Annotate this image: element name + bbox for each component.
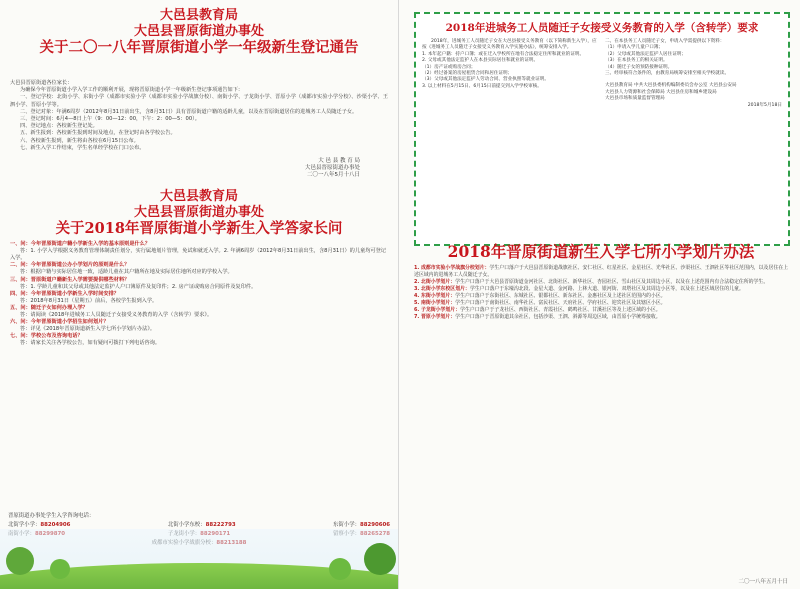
box-body xyxy=(416,35,788,113)
box-item: （4）随迁子女的预防接种证明。 xyxy=(605,64,673,70)
notice-paragraph: 五、新生报到：各校新生报到时间及地点，在登记时由各学校公告。 xyxy=(20,130,176,137)
notice-paragraph: 六、各校新生报到，新生将由各校在6月15日公布。 xyxy=(20,137,139,144)
notice-title-line: 关于二〇一八年晋原街道小学一年级新生登记通告 xyxy=(39,39,359,56)
box-item: （3）在本县务工的相关证明。 xyxy=(605,58,668,64)
notice-sign-line: 大邑县晋原街道办事处 xyxy=(304,165,360,172)
zoning-section: 3. 北街小学东校区划片：学生户口落户于东壕沟北段、金星大道、金河路、上林大道、银河街、双塔社区及其周边小区等，以及在上述区域居住的儿童。 xyxy=(414,286,744,293)
qa-answer: 答：根据户籍与实际居住地一致，适龄儿童在其户籍所在地及实际居住地所对应的学校入学。 xyxy=(20,269,233,276)
box-intro: 2018年，进城务工人员随迁子女在大邑县接受义务教育（以下简称新生入学），应按《进城务工人员随迁子女接受义务教育入学实施办法》，统筹安排入学。 xyxy=(422,39,597,51)
grass-illustration xyxy=(0,529,398,589)
grass-decoration xyxy=(0,529,398,589)
box-sign-line: 大邑县人力资源和社会保障局 大邑县住房和城乡建设局 xyxy=(605,89,717,95)
notice-paragraph: 四、登记地点：各校新生登记处。 xyxy=(20,123,98,130)
box-item: 3. 以上材料在5月15日、6月15日前提交到入学学校审核。 xyxy=(422,83,542,89)
notice-signature xyxy=(0,158,398,179)
box-item: 三、经审核符合条件的，由教育局统筹安排至相关学校就读。 xyxy=(605,71,730,77)
notice-title-line: 大邑县教育局 xyxy=(159,8,238,23)
box-item: （1）申请入学儿童户口簿； xyxy=(605,45,664,51)
contact-label: 晋原街道办事处学生入学咨询电话： xyxy=(8,513,95,519)
notice-paragraph: 二、登记对象：年满6周岁（2012年8月31日前出生，含8月31日）具有晋原街道户籍的适龄儿童，以及在晋原街道居住的进城务工人员随迁子女。 xyxy=(20,108,358,115)
qa-question: 七、问：学校公布及咨询电话？ xyxy=(10,333,83,340)
box-item: 2. 父母或其他法定监护人在本县实际居住和就业的证明。 xyxy=(422,58,539,64)
notice-paragraph: 一、登记学校：北街小学、东街小学（成都市实验小学（成都市实验小学战旗分校）、南街小学、子龙街小学、晋原小学（成都市实验小学分校）、沙渠小学、王泗小学、晋原小学等。 xyxy=(10,94,388,108)
qa-title-line: 大邑县教育局 xyxy=(159,189,238,205)
zoning-plan-title: 2018年晋原街道新生入学七所小学划片办法 xyxy=(447,242,755,261)
page-footer-date: 二〇一八年五月十日 xyxy=(738,579,788,585)
qa-title-line: 大邑县晋原街道办事处 xyxy=(133,205,264,221)
qa-answer: 答：请阅读《2018年进城务工人员随迁子女接受义务教育的入学（含转学）要求》。 xyxy=(20,311,213,318)
notice-paragraph: 为确保今年晋原街道小学入学工作的顺利开展，现将晋原街道小学一年级新生登记事项通告如下： xyxy=(20,87,244,94)
qa-question: 六、问：今年晋原街道小学招生如何划片？ xyxy=(10,319,109,326)
box-date: 2018年5月18日 xyxy=(747,102,782,108)
qa-question: 二、问：今年晋原街道公办小学划片的原则是什么？ xyxy=(10,262,130,269)
zoning-section: 1. 成都市实验小学战旗分校划片：学生户口落户于大邑县晋原街道战旗社区、安仁社区、红星社区、金星社区、光华社区、沙渠社区、王泗社区等社区范围内，以及居住在上述区域内的进城务工人员随迁子女。 xyxy=(414,265,788,279)
left-column xyxy=(0,0,399,589)
box-item: （1）房产证或购房合同； xyxy=(422,64,476,70)
notice-greeting: 大邑县晋原街道各位家长： xyxy=(10,80,73,86)
box-item: 二、在本县务工人员随迁子女，申请入学需提供以下资料： xyxy=(605,39,725,44)
box-item: （3）父母或其他法定监护人劳动合同、营业执照等就业证明。 xyxy=(422,77,549,83)
zoning-section: 6. 子龙街小学划片：学生户口落户于子龙社区、西街社区、青霞社区、鹤鸣社区、甘溪社区等及上述区域的小区。 xyxy=(414,307,661,314)
right-column xyxy=(402,0,800,589)
notice-paragraph: 七、新生入学工作结束，学生名单经学校在门口公布。 xyxy=(20,144,145,151)
qa-question: 一、问：今年晋原街道户籍小学新生入学的基本原则是什么？ xyxy=(10,241,151,248)
qa-question: 四、问：今年晋原街道小学新生入学时间安排？ xyxy=(10,290,119,297)
zoning-section: 4. 东街小学划片：学生户口落户于东街社区、东城社区、银都社区、新东社区、金惠社区及上述社区范围内的小区。 xyxy=(414,293,666,300)
qa-title-line: 关于2018年晋原街道小学新生入学答家长问 xyxy=(55,220,343,238)
box-sign-line: 大邑县市场和质量监督管理局 xyxy=(605,96,665,102)
box-left-column xyxy=(422,39,599,109)
zoning-section: 7. 晋原小学划片：学生户口落户于晋原街道其余社区，包括沙渠、王泗、斜源等周边区域，由晋原小学统筹接收。 xyxy=(414,314,661,321)
migrant-requirements-box xyxy=(414,12,790,246)
notice-title-line: 大邑县晋原街道办事处 xyxy=(133,24,264,39)
box-item: （2）经过备案的房屋租赁合同和居住证明； xyxy=(422,71,513,77)
notice-body xyxy=(0,80,398,152)
qa-answer: 答：2018年8月31日（星期五）前后，各校学生报到入学。 xyxy=(20,297,158,304)
qa-question: 三、问：晋原街道户籍新生入学需要提供哪些材料？ xyxy=(10,276,130,283)
qa-answer: 答：详见《2018年晋原街道新生入学七所小学划片办法》。 xyxy=(20,326,156,333)
notice-paragraph: 三、登记时间：6月4—8日上午（9：00—12：00，下午：2：00—5：00）。 xyxy=(20,116,200,123)
box-sign-line: 大邑县教育局 中共大邑县委机构编制委员会办公室 大邑县公安局 xyxy=(605,83,737,89)
notice-title xyxy=(0,8,398,56)
box-item: （2）父母或其他法定监护人居住证明； xyxy=(605,51,687,57)
phone-entry: 北街学小学：88204906 xyxy=(8,522,71,528)
notice-sign-line: 大 邑 县 教 育 局 xyxy=(318,158,360,165)
zoning-plan-body xyxy=(414,265,788,321)
box-item: 1. 本年起户籍：持户口簿；或在迁入学校所在地有合法稳定住所和就业的证明。 xyxy=(422,51,585,57)
phone-entry: 东街小学：88290606 xyxy=(333,522,390,528)
phone-entry: 北街小学东校：88222793 xyxy=(167,522,236,528)
zoning-section: 5. 南街小学划片：学生户口落户于南街社区、南华社区、富民社区、天府社区、学府社区、迎宾社区及其辖区小区。 xyxy=(414,300,666,307)
box-title: 2018年进城务工人员随迁子女接受义务教育的入学（含转学）要求 xyxy=(445,22,759,34)
notice-sign-line: 二〇一八年5月十八日 xyxy=(307,172,360,179)
qa-answer: 答：1. 学龄儿童和其父母或其他法定监护人户口簿原件及复印件；2. 房产证或购房合同原件及复印件。 xyxy=(20,283,257,290)
qa-title xyxy=(0,189,398,237)
qa-answer: 答：1. 小学入学根据义务教育管理体制责任划分，实行属地划片管理，免试和就近入学。2. 年满6周岁（2012年8月31日前出生，含8月31日）的儿童均可登记入学。 xyxy=(10,248,386,262)
qa-question: 五、问：随迁子女如何办理入学？ xyxy=(10,304,88,311)
qa-answer: 答：请家长关注各学校公告，如有疑问可拨打下列电话咨询。 xyxy=(20,340,161,347)
box-right-column xyxy=(605,39,782,109)
qa-list xyxy=(0,241,398,347)
zoning-section: 2. 北街小学划片：学生户口落户于大邑县晋原街道金河社区、北街社区、新华社区、杏园社区、雪山社区及其周边小区，以及在上述范围内有合法稳定住所的学生。 xyxy=(414,279,769,286)
